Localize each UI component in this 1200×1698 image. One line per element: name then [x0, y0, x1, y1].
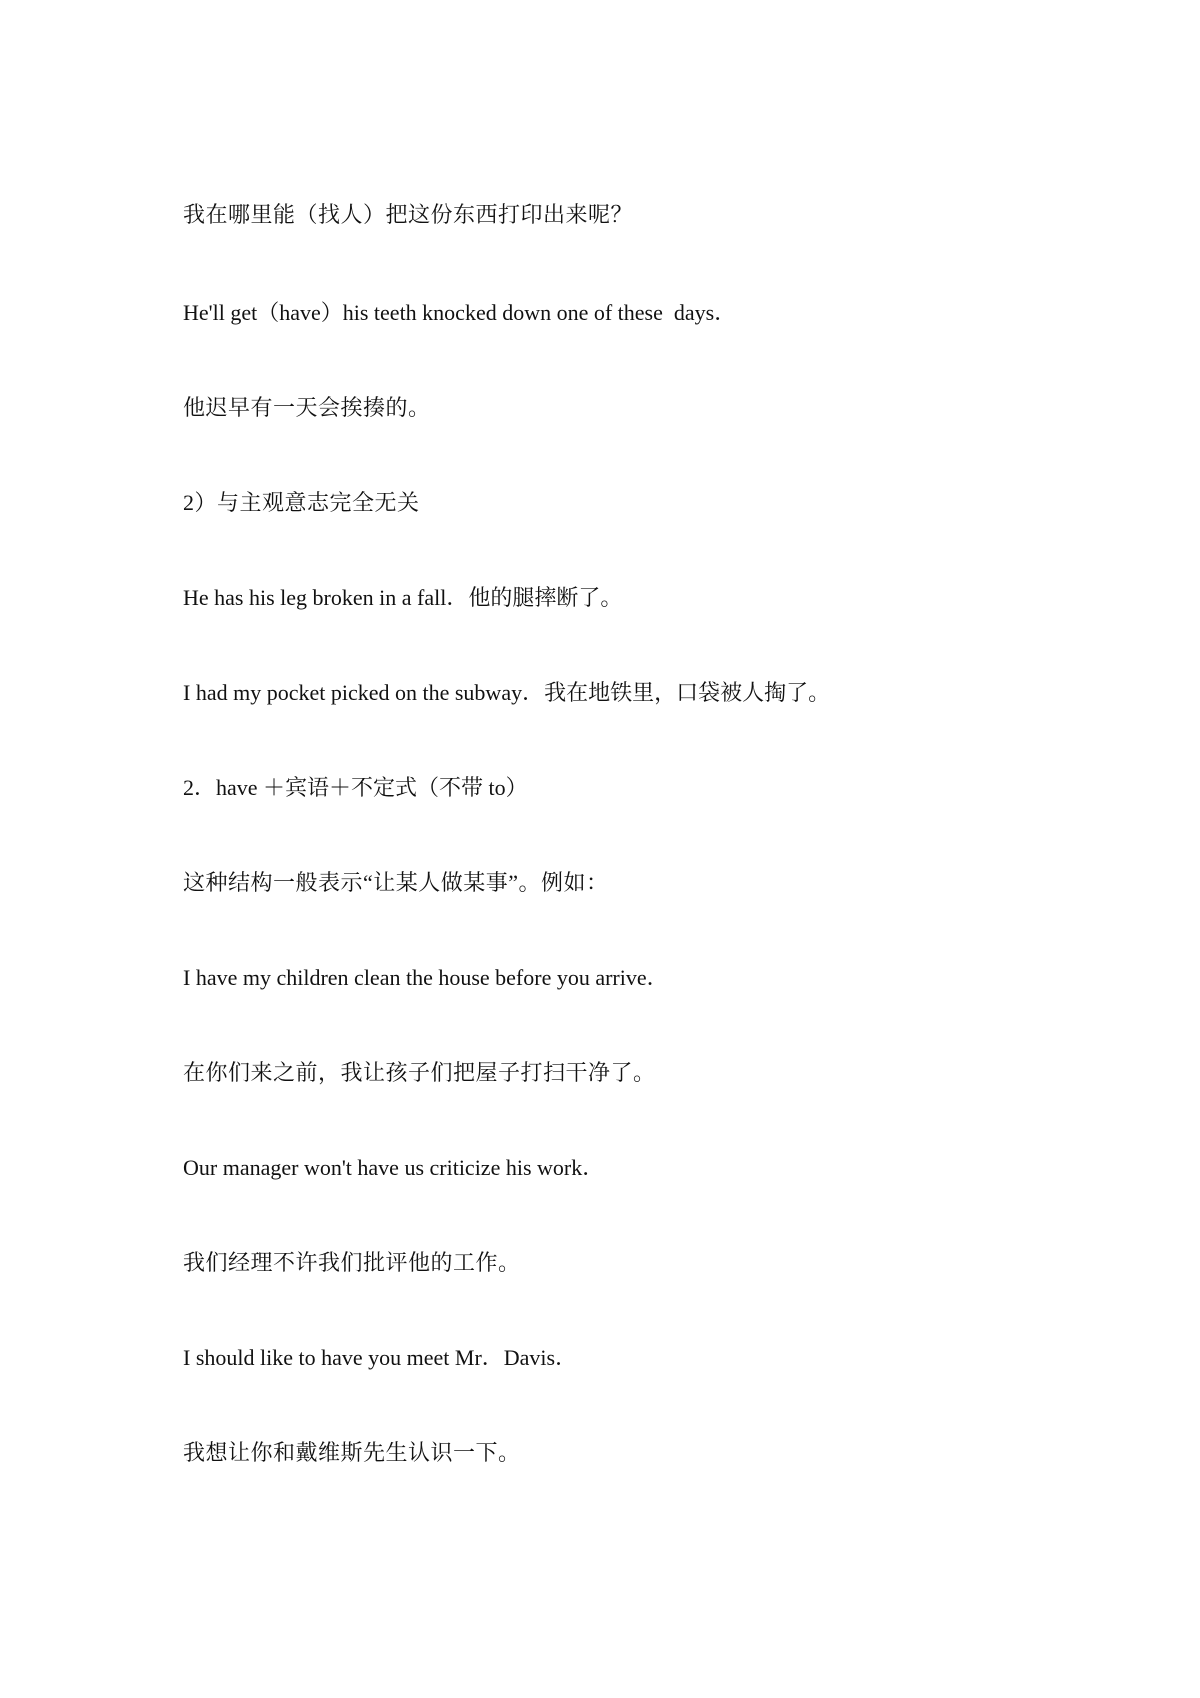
- text-line-14: 我想让你和戴维斯先生认识一下。: [183, 1440, 521, 1465]
- text-line-13: I should like to have you meet Mr．Davis．: [183, 1345, 578, 1370]
- text-line-3: 他迟早有一天会挨揍的。: [183, 395, 431, 420]
- text-line-10: 在你们来之前，我让孩子们把屋子打扫干净了。: [183, 1060, 656, 1085]
- text-line-2: He'll get（have）his teeth knocked down one of these days．: [183, 300, 737, 325]
- text-line-6: I had my pocket picked on the subway．我在地铁里，口袋被人掏了。: [183, 680, 831, 705]
- text-line-7: 2．have ＋宾语＋不定式（不带 to）: [183, 775, 528, 800]
- text-line-12: 我们经理不许我们批评他的工作。: [183, 1250, 521, 1275]
- text-line-1: 我在哪里能（找人）把这份东西打印出来呢？: [183, 202, 634, 227]
- text-line-4: 2）与主观意志完全无关: [183, 490, 420, 515]
- text-line-11: Our manager won't have us criticize his work．: [183, 1155, 605, 1180]
- text-line-5: He has his leg broken in a fall．他的腿摔断了。: [183, 585, 623, 610]
- text-line-8: 这种结构一般表示“让某人做某事”。例如：: [183, 870, 609, 895]
- text-line-9: I have my children clean the house before you arrive．: [183, 965, 669, 990]
